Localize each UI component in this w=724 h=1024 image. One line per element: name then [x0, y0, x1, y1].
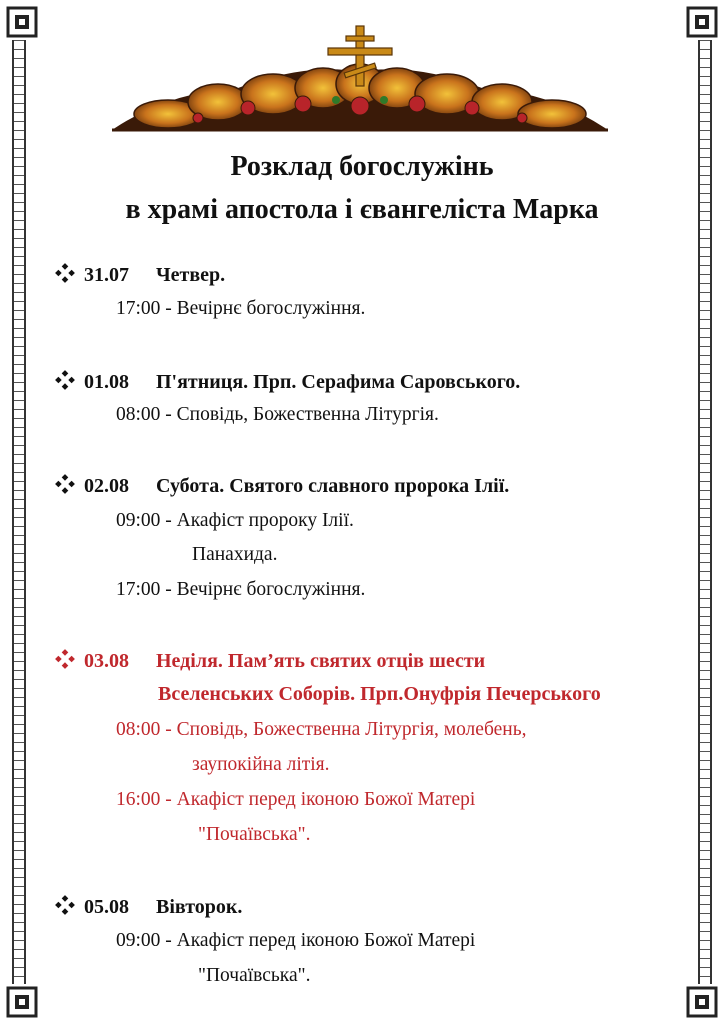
entry-day: Неділя. Пам’ять святих отців шести	[156, 650, 486, 672]
entry-day-continued: Вселенських Соборів. Прп.Онуфрія Печерського	[158, 683, 601, 705]
service-line: 08:00 - Сповідь, Божественна Літургія, молебень,	[116, 719, 527, 740]
entry-date: 05.08	[84, 896, 129, 918]
corner-ornament-icon	[6, 6, 38, 38]
entry-day: Четвер.	[156, 264, 226, 286]
service-line: 08:00 - Сповідь, Божественна Літургія.	[116, 404, 439, 425]
service-line: 17:00 - Вечірнє богослужіння.	[116, 579, 366, 600]
page-title: Розклад богослужінь	[230, 151, 494, 182]
corner-ornament-icon	[686, 986, 718, 1018]
four-diamond-bullet-icon	[54, 473, 76, 495]
service-line: Панахида.	[192, 544, 278, 565]
service-line: "Почаївська".	[198, 965, 311, 986]
entry-date: 31.07	[84, 264, 129, 286]
service-line: заупокійна лiтiя.	[192, 754, 330, 775]
four-diamond-bullet-icon	[54, 262, 76, 284]
service-line: 16:00 - Акафіст перед іконою Божої Матері	[116, 789, 476, 810]
service-line: 09:00 - Акафіст перед іконою Божої Матері	[116, 930, 476, 951]
orthodox-cross-ornament-icon	[108, 22, 612, 134]
corner-ornament-icon	[6, 986, 38, 1018]
entry-day: П'ятниця. Прп. Серафима Саровського.	[156, 371, 521, 393]
four-diamond-bullet-icon	[54, 894, 76, 916]
four-diamond-bullet-icon	[54, 369, 76, 391]
service-line: 17:00 - Вечірнє богослужіння.	[116, 298, 366, 319]
page-subtitle: в храмі апостола і євангеліста Марка	[125, 194, 599, 225]
entry-date: 01.08	[84, 371, 129, 393]
entry-date: 03.08	[84, 650, 129, 672]
service-line: "Почаївська".	[198, 824, 311, 845]
four-diamond-bullet-icon	[54, 648, 76, 670]
entry-day: Субота. Святого славного пророка Ілії.	[156, 475, 510, 497]
service-line: 09:00 - Акафіст пророку Ілії.	[116, 510, 354, 531]
corner-ornament-icon	[686, 6, 718, 38]
entry-date: 02.08	[84, 475, 129, 497]
entry-day: Вівторок.	[156, 896, 243, 918]
